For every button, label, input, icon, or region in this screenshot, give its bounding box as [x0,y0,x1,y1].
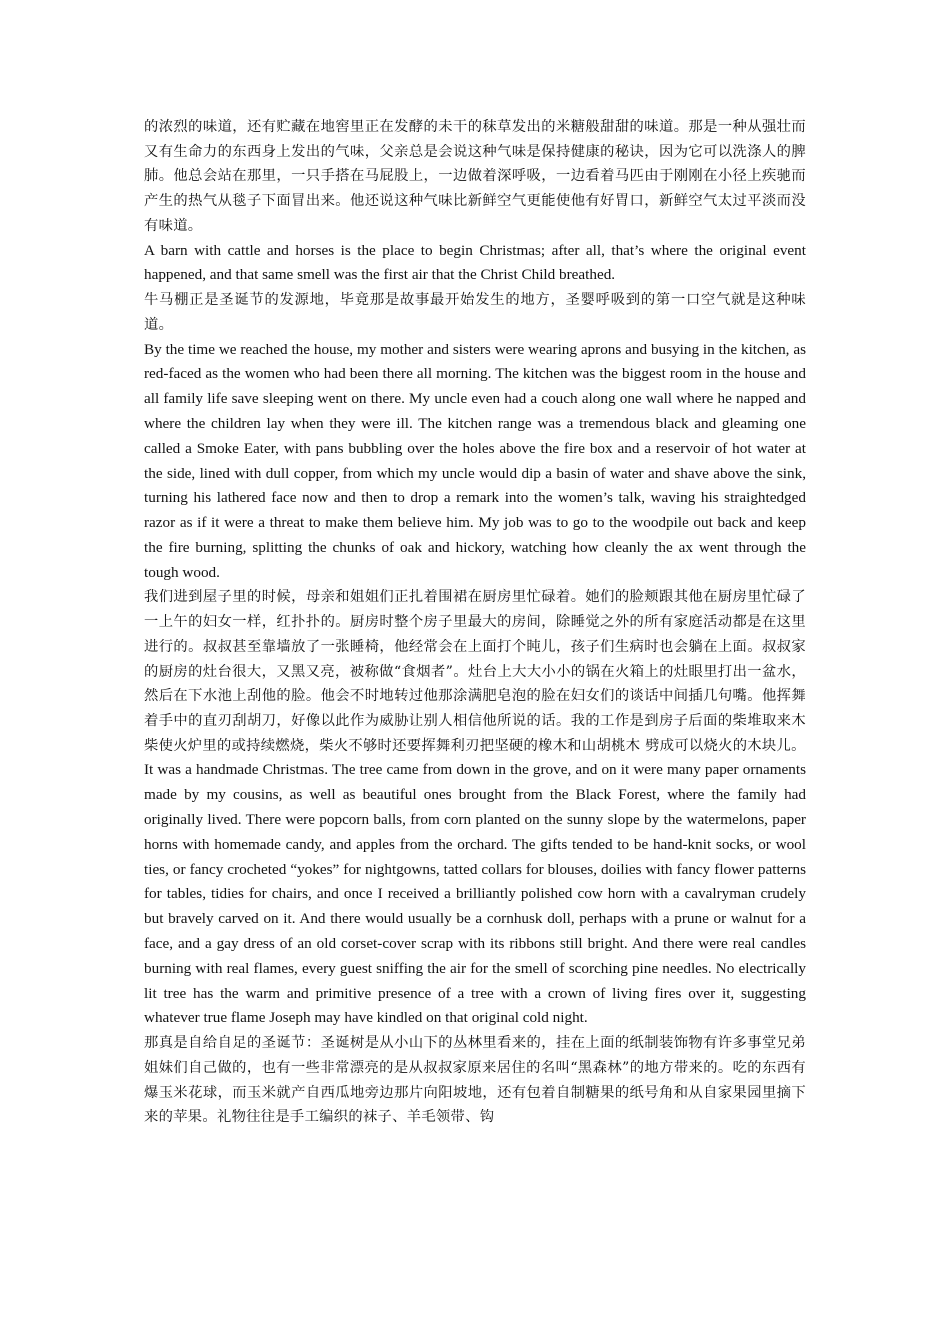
paragraph-zh-kitchen: 我们进到屋子里的时候，母亲和姐姐们正扎着围裙在厨房里忙碌着。她们的脸颊跟其他在厨房里忙碌了一上午的妇女一样，红扑扑的。厨房时整个房子里最大的房间，除睡觉之外的所有家庭活动都是在这里进行的。叔叔甚至靠墙放了一张睡椅，他经常会在上面打个盹儿，孩子们生病时也会躺在上面。叔叔家的厨房的灶台很大，又黑又亮，被称做“食烟者”。灶台上大大小小的锅在火箱上的灶眼里打出一盆水，然后在下水池上刮他的脸。他会不时地转过他那涂满肥皂泡的脸在妇女们的谈话中间插几句嘴。他挥舞着手中的直刃刮胡刀，好像以此作为威胁让别人相信他所说的话。我的工作是到房子后面的柴堆取来木柴使火炉里的或持续燃烧，柴火不够时还要挥舞利刃把坚硬的橡木和山胡桃木 劈成可以烧火的木块儿。 [144,589,806,754]
paragraph-en-handmade-christmas: It was a handmade Christmas. The tree came from down in the grove, and on it were many paper ornaments made by my cousins, as well as beautiful ones brought from the Black Forest, where the family had originally lived. There were popcorn balls, from corn planted on the sunny slope by the watermelons, paper horns with homemade candy, and apples from the orchard. The gifts tended to be hand-knit socks, or wool ties, or fancy crocheted “yokes” for nightgowns, tatted collars for blouses, doilies with fancy flower patterns for tables, tidies for chairs, and once I received a brilliantly polished cow horn with a cavalryman crudely but bravely carved on it. And there would usually be a cornhusk doll, perhaps with a prune or walnut for a face, and a gay dress of an old corset-cover scrap with its ribbons still bright. And there were real candles burning with real flames, every guest sniffing the air for the smell of scorching pine needles. No electrically lit tree has the warm and primitive presence of a tree with a crown of living fires over it, suggesting whatever true flame Joseph may have kindled on that original cold night. [144,761,806,1027]
paragraph-en-kitchen: By the time we reached the house, my mother and sisters were wearing aprons and busying in the kitchen, as red-faced as the women who had been there all morning. The kitchen was the biggest room in the house and all family life save sleeping went on there. My uncle even had a couch along one wall where he napped and where the children lay when they were ill. The kitchen range was a tremendous black and gleaming one called a Smoke Eater, with pans bubbling over the holes above the fire box and a reservoir of hot water at the side, lined with dull copper, from which my uncle would dip a basin of water and shave above the sink, turning his lathered face now and then to drop a remark into the women’s talk, waving his straightedged razor as if it were a threat to make them believe him. My job was to go to the woodpile out back and keep the fire burning, splitting the chunks of oak and hickory, watching how cleanly the ax went through the tough wood. [144,340,806,581]
paragraph-zh-barn-smell: 的浓烈的味道，还有贮藏在地窖里正在发酵的未干的秣草发出的米糖般甜甜的味道。那是一种从强壮而又有生命力的东西身上发出的气味，父亲总是会说这种气味是保持健康的秘诀，因为它可以洗涤人的脾肺。他总会站在那里，一只手搭在马屁股上，一边做着深呼吸，一边看着马匹由于刚刚在小径上疾驰而产生的热气从毯子下面冒出来。他还说这种气味比新鲜空气更能使他有好胃口，新鲜空气太过平淡而没有味道。 [144,119,806,234]
paragraph-zh-barn-christmas: 牛马棚正是圣诞节的发源地，毕竟那是故事最开始发生的地方，圣婴呼吸到的第一口空气就是这种味道。 [144,292,806,333]
paragraph-zh-handmade-christmas: 那真是自给自足的圣诞节：圣诞树是从小山下的丛林里看来的，挂在上面的纸制装饰物有许多事堂兄弟姐妹们自己做的，也有一些非常漂亮的是从叔叔家原来居住的名叫“黑森林”的地方带来的。吃的东西有爆玉米花球，而玉米就产自西瓜地旁边那片向阳坡地，还有包着自制糖果的纸号角和从自家果园里摘下来的苹果。礼物往往是手工编织的袜子、羊毛领带、钩 [144,1035,806,1126]
document-page [144,115,806,1130]
paragraph-en-barn-christmas: A barn with cattle and horses is the place to begin Christmas; after all, that’s where the original event happened, and that same smell was the first air that the Christ Child breathed. [144,241,806,284]
